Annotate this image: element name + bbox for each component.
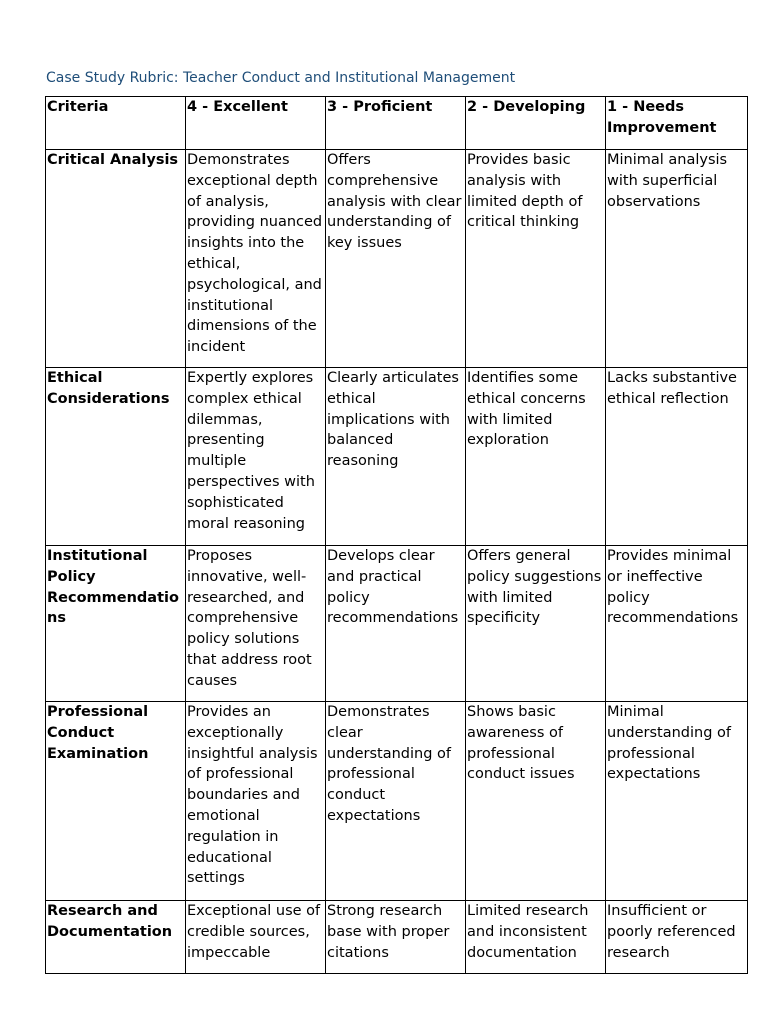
rating-cell: Offers general policy suggestions with limited specificity (466, 546, 606, 702)
rating-cell: Insufficient or poorly referenced research (606, 901, 748, 974)
table-row (46, 150, 748, 368)
criteria-cell: Research and Documentation (46, 901, 186, 974)
rating-cell: Clearly articulates ethical implications with balanced reasoning (326, 368, 466, 546)
header-needs-improvement: 1 - Needs Improvement (606, 97, 748, 150)
header-excellent: 4 - Excellent (186, 97, 326, 150)
document-title: Case Study Rubric: Teacher Conduct and Institutional Management (46, 70, 516, 86)
rating-cell: Strong research base with proper citations (326, 901, 466, 974)
table-row (46, 546, 748, 702)
rating-cell: Minimal analysis with superficial observations (606, 150, 748, 368)
rating-cell: Lacks substantive ethical reflection (606, 368, 748, 546)
rating-cell: Provides minimal or ineffective policy recommendations (606, 546, 748, 702)
rating-cell: Limited research and inconsistent documentation (466, 901, 606, 974)
rating-cell: Offers comprehensive analysis with clear understanding of key issues (326, 150, 466, 368)
rating-cell: Proposes innovative, well-researched, and comprehensive policy solutions that address root causes (186, 546, 326, 702)
rubric-table (45, 96, 748, 974)
criteria-cell: Professional Conduct Examination (46, 702, 186, 901)
header-proficient: 3 - Proficient (326, 97, 466, 150)
table-row (46, 702, 748, 901)
table-row (46, 368, 748, 546)
rating-cell: Demonstrates exceptional depth of analysis, providing nuanced insights into the ethical, psychological, and institutional dimensions of the incident (186, 150, 326, 368)
rating-cell: Provides an exceptionally insightful analysis of professional boundaries and emotional regulation in educational settings (186, 702, 326, 901)
rating-cell: Develops clear and practical policy recommendations (326, 546, 466, 702)
rating-cell: Minimal understanding of professional expectations (606, 702, 748, 901)
rating-cell: Provides basic analysis with limited depth of critical thinking (466, 150, 606, 368)
rating-cell: Expertly explores complex ethical dilemmas, presenting multiple perspectives with sophisticated moral reasoning (186, 368, 326, 546)
header-criteria: Criteria (46, 97, 186, 150)
rating-cell: Identifies some ethical concerns with limited exploration (466, 368, 606, 546)
criteria-cell: Institutional Policy Recommendations (46, 546, 186, 702)
header-developing: 2 - Developing (466, 97, 606, 150)
rating-cell: Shows basic awareness of professional conduct issues (466, 702, 606, 901)
criteria-cell: Critical Analysis (46, 150, 186, 368)
criteria-cell: Ethical Considerations (46, 368, 186, 546)
rating-cell: Exceptional use of credible sources, impeccable (186, 901, 326, 974)
rating-cell: Demonstrates clear understanding of professional conduct expectations (326, 702, 466, 901)
table-header-row (46, 97, 748, 150)
table-row (46, 901, 748, 974)
